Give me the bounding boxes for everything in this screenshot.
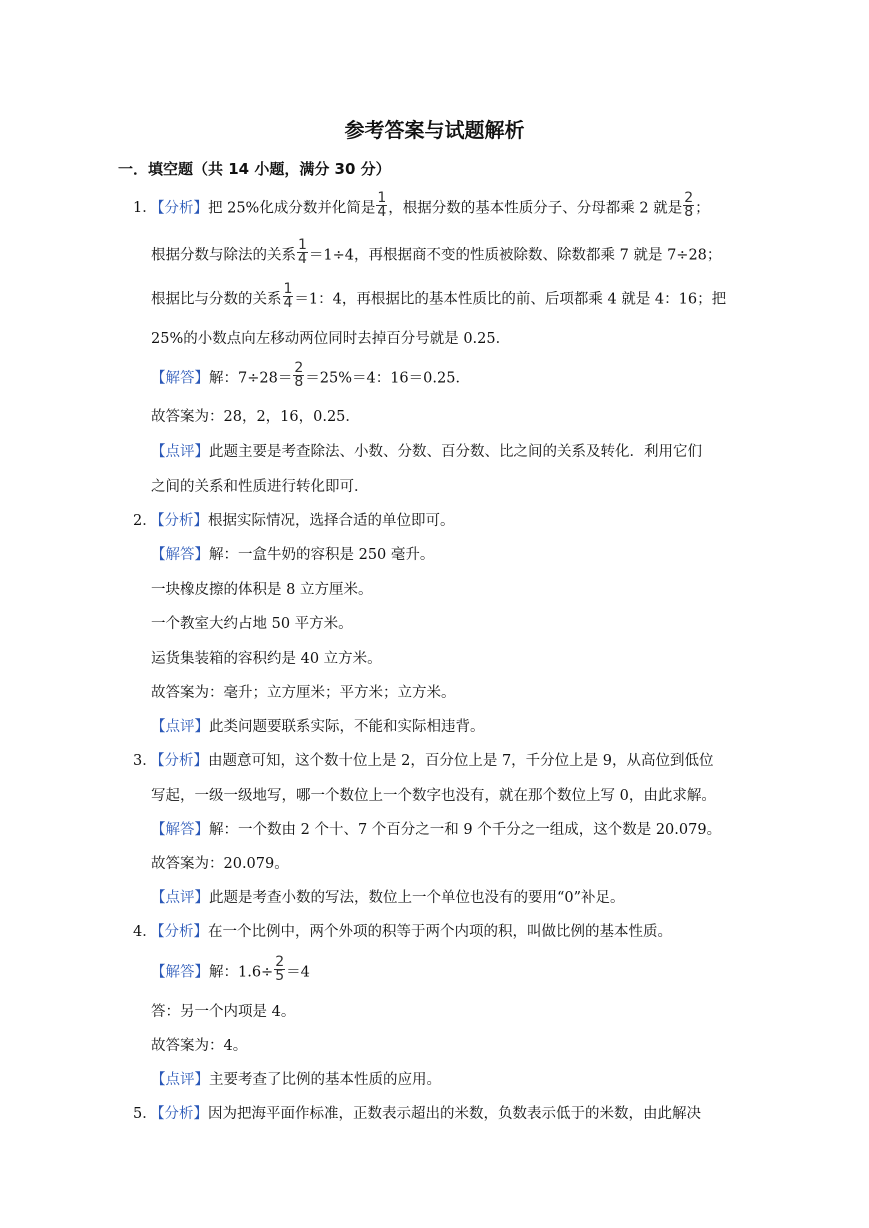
q4-comment: 【点评】主要考查了比例的基本性质的应用。 bbox=[151, 1072, 441, 1088]
fraction: $\frac{1}{4}$ bbox=[377, 190, 387, 220]
q3-answer: 【解答】解：一个数由 2 个十、7 个百分之一和 9 个千分之一组成，这个数是 20.079。 bbox=[151, 822, 722, 838]
q1-comment-line-2: 之间的关系和性质进行转化即可． bbox=[151, 479, 369, 495]
q3-number: 3． bbox=[133, 753, 157, 769]
fraction: $\frac{1}{4}$ bbox=[283, 281, 293, 311]
q4-analysis: 【分析】在一个比例中，两个外项的积等于两个内项的积，叫做比例的基本性质。 bbox=[150, 924, 672, 940]
q3-comment: 【点评】此题是考查小数的写法，数位上一个单位也没有的要用“0”补足。 bbox=[151, 890, 625, 906]
q5-number: 5． bbox=[133, 1106, 157, 1122]
answer-tag: 【解答】 bbox=[151, 370, 209, 387]
q1-number: 1． bbox=[133, 200, 157, 216]
q1-analysis-line-4: 25%的小数点向左移动两位同时去掉百分号就是 0.25． bbox=[151, 331, 511, 347]
q4-number: 4． bbox=[133, 924, 157, 940]
fraction: $\frac{2}{8}$ bbox=[684, 190, 694, 220]
q2-answer-3: 一个教室大约占地 50 平方米。 bbox=[151, 616, 353, 632]
fraction: $\frac{2}{5}$ bbox=[275, 954, 285, 984]
q1-comment-line-1: 【点评】此题主要是考查除法、小数、分数、百分数、比之间的关系及转化．利用它们 bbox=[151, 444, 702, 460]
page-title: 参考答案与试题解析 bbox=[344, 118, 525, 142]
q2-comment: 【点评】此类问题要联系实际，不能和实际相违背。 bbox=[151, 719, 485, 735]
q5-analysis: 【分析】因为把海平面作标准，正数表示超出的米数，负数表示低于的米数，由此解决 bbox=[150, 1106, 701, 1122]
q2-result: 故答案为：毫升；立方厘米；平方米；立方米。 bbox=[151, 685, 456, 701]
q2-answer-1: 【解答】解：一盒牛奶的容积是 250 毫升。 bbox=[151, 547, 435, 563]
q2-answer-4: 运货集装箱的容积约是 40 立方米。 bbox=[151, 651, 382, 667]
q1-result: 故答案为：28，2，16，0.25． bbox=[151, 409, 360, 425]
fraction: $\frac{1}{4}$ bbox=[298, 237, 307, 267]
q1-analysis-line-2: 根据分数与除法的关系 $\frac{1}{4}$ ＝1÷4，再根据商不变的性质被除数、除数都乘 7 就是 7÷28； bbox=[151, 237, 722, 267]
q4-reply: 答：另一个内项是 4。 bbox=[151, 1004, 296, 1020]
analysis-tag: 【分析】 bbox=[150, 200, 208, 217]
q2-answer-2: 一块橡皮擦的体积是 8 立方厘米。 bbox=[151, 582, 373, 598]
q4-result: 故答案为：4。 bbox=[151, 1038, 248, 1054]
q3-result: 故答案为：20.079。 bbox=[151, 856, 289, 872]
q3-analysis-line-1: 【分析】由题意可知，这个数十位上是 2，百分位上是 7，千分位上是 9，从高位到低位 bbox=[150, 753, 714, 769]
q2-analysis: 【分析】根据实际情况，选择合适的单位即可。 bbox=[150, 513, 455, 529]
q1-analysis-line-3: 根据比与分数的关系 $\frac{1}{4}$ ＝1：4，再根据比的基本性质比的前、后项都乘 4 就是 4：16；把 bbox=[151, 281, 727, 311]
q1-answer: 【解答】解：7÷28＝ $\frac{2}{8}$ ＝25%＝4：16＝0.25． bbox=[151, 360, 470, 390]
q1-analysis-line-1: 【分析】把 25%化成分数并化简是 $\frac{1}{4}$ ，根据分数的基本性质分子、分母都乘 2 就是 $\frac{2}{8}$ ； bbox=[150, 190, 710, 220]
comment-tag: 【点评】 bbox=[151, 444, 209, 460]
q3-analysis-line-2: 写起，一级一级地写，哪一个数位上一个数字也没有，就在那个数位上写 0，由此求解。 bbox=[151, 788, 716, 804]
section-heading: 一．填空题（共 14 小题，满分 30 分） bbox=[118, 160, 391, 178]
q2-number: 2． bbox=[133, 513, 157, 529]
q4-answer: 【解答】解：1.6÷ $\frac{2}{5}$ ＝4 bbox=[151, 954, 310, 984]
fraction: $\frac{2}{8}$ bbox=[294, 360, 304, 390]
